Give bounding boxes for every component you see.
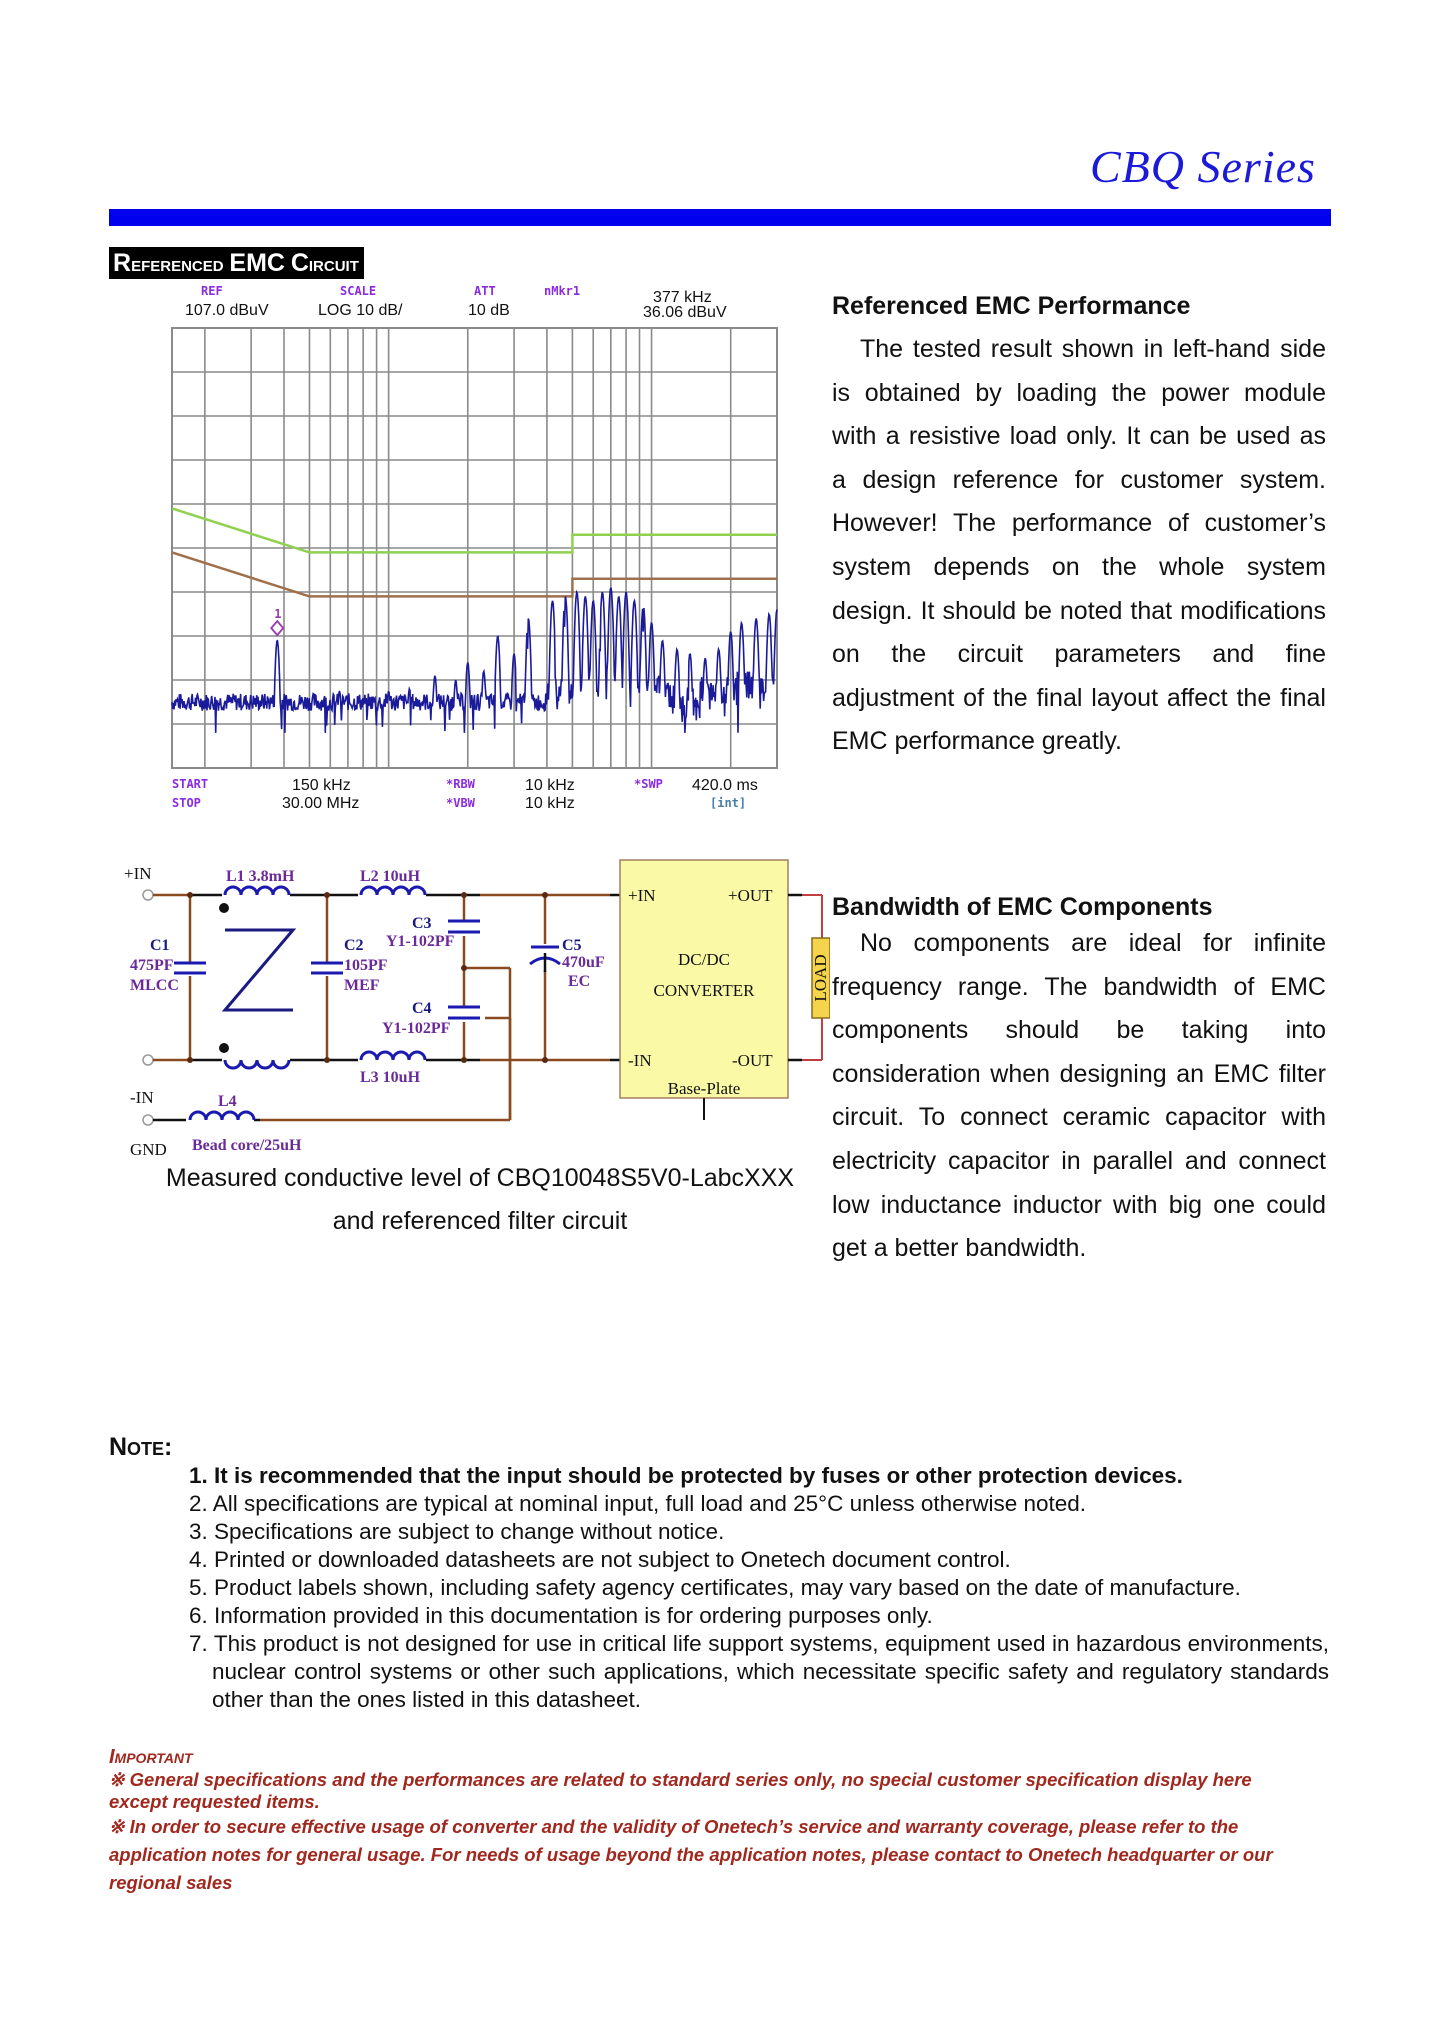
load-label: LOAD [811,954,830,1002]
figure-caption-line2: and referenced filter circuit [332,1207,628,1235]
C4-name: C4 [412,1000,432,1017]
note-item: 5. Product labels shown, including safety agency certificates, may vary based on the date of manufacture. [189,1575,1241,1600]
section-label-part: EMC [229,249,285,277]
important-notice [109,1745,1309,1897]
gnd-label: GND [130,1140,167,1159]
note-item: 6. Information provided in this documentation is for ordering purposes only. [189,1603,933,1628]
emc-filter-schematic [110,850,830,1170]
C3-name: C3 [412,915,432,932]
L1-label [226,868,295,885]
terminal-plus-in [143,890,153,900]
note-item: 7. This product is not designed for use in critical life support systems, equipment used in hazardous environments, nuclear control systems or other such applications, which necessitate specific safety and regulatory standards other than the ones listed in this datasheet. [189,1631,1329,1712]
scale-label: SCALE [340,284,377,298]
C4-value: Y1-102PF [382,1020,451,1037]
important-title: Important [109,1746,193,1768]
scale-value: LOG 10 dB/ [318,302,403,319]
L4-value: Bead core/25uH [192,1137,302,1154]
section-label-part: C [290,249,309,277]
bandwidth-title: Bandwidth of EMC Components [832,893,1213,921]
section-label-part: R [113,249,132,277]
C2-name: C2 [344,937,364,954]
performance-text: The tested result shown in left-hand side is obtained by loading the power module with a resistive load only. It can be used as a design reference for customer system. However! The performance of customer’s system depends on the whole system design. It should be noted that modifications on the circuit parameters and fine adjustment of the final layout affect the final EMC performance greatly. [832,335,1326,756]
swp-label: *SWP [634,777,663,791]
common-mode-choke-symbol [225,930,293,1010]
schematic-svg [110,850,830,1170]
L2-name: L2 [360,868,379,885]
converter-title-line2: CONVERTER [653,981,755,1000]
converter-plus-out: +OUT [728,886,773,905]
notes-title: Note: [109,1433,173,1461]
C1-type: MLCC [130,977,179,994]
L2-value: 10uH [382,868,421,885]
att-label: ATT [474,284,496,298]
stop-value: 30.00 MHz [282,795,360,810]
section-label-part: eferenced [131,253,230,276]
section-label-part: ircuit [308,253,359,276]
rbw-label: *RBW [446,777,475,791]
base-plate-label: Base-Plate [667,1079,741,1098]
note-item: 1. It is recommended that the input should be protected by fuses or other protection devices. [189,1463,1183,1488]
note-item: 3. Specifications are subject to change without notice. [189,1519,725,1544]
notes-list [189,1462,1329,1714]
vbw-label: *VBW [446,796,475,810]
note-item: 4. Printed or downloaded datasheets are not subject to Onetech document control. [189,1547,1011,1572]
start-value: 150 kHz [292,777,351,794]
C2-value: 105PF [344,957,388,974]
L3-name: L3 [360,1069,379,1086]
C5-type: EC [568,973,591,990]
vbw-value: 10 kHz [525,795,575,810]
marker-number: 1 [274,607,282,622]
converter-minus-in: -IN [628,1051,652,1070]
L2-label [360,868,421,885]
section-label [109,247,364,279]
header-divider-bar [109,209,1331,226]
L1-value: 3.8mH [248,868,295,885]
stop-label: STOP [172,796,201,810]
terminal-gnd [143,1115,153,1125]
C5-value: 470uF [562,954,605,971]
rbw-value: 10 kHz [525,777,575,794]
terminal-minus-in [143,1055,153,1065]
C5-name: C5 [562,937,582,954]
int-label: [int] [710,796,747,810]
series-title: CBQ Series [1090,141,1316,192]
plus-in-label: +IN [124,864,152,883]
L4-name: L4 [218,1093,237,1110]
C1-value: 475PF [130,957,174,974]
bandwidth-text: No components are ideal for infinite frequency range. The bandwidth of EMC components should be taking into consideration when designing an EMC filter circuit. To connect ceramic capacitor with electricity capacitor in parallel and connect low inductance inductor with big one could get a better bandwidth. [832,929,1326,1263]
performance-title: Referenced EMC Performance [832,292,1191,320]
spectrum-svg [150,280,800,810]
converter-minus-out: -OUT [732,1051,773,1070]
converter-title-line1: DC/DC [678,950,730,969]
ref-value: 107.0 dBuV [185,302,269,319]
important-item: ※ In order to secure effective usage of converter and the validity of Onetech’s service and warranty coverage, please refer to the application notes for general usage. For needs of usage beyond the application notes, please contact to Onetech headquarter or our regional sales [109,1816,1273,1893]
marker-freq: 377 kHz [653,289,712,306]
spectrum-analyzer-chart [150,280,800,810]
C3-value: Y1-102PF [386,933,455,950]
marker-level: 36.06 dBuV [643,304,727,321]
minus-in-label: -IN [130,1088,154,1107]
marker-label: nMkr1 [544,284,581,298]
important-item: ※ General specifications and the performances are related to standard series only, no special customer specification display here except requested items. [109,1769,1252,1812]
figure-caption-line1: Measured conductive level of CBQ10048S5V0-LabcXXX [165,1164,795,1192]
att-value: 10 dB [468,302,510,319]
L3-label [360,1069,421,1086]
C1-name: C1 [150,937,170,954]
C2-type: MEF [344,977,380,994]
swp-value: 420.0 ms [692,777,758,794]
converter-plus-in: +IN [628,886,656,905]
start-label: START [172,777,209,791]
note-item: 2. All specifications are typical at nominal input, full load and 25°C unless otherwise noted. [189,1491,1087,1516]
L1-name: L1 [226,868,245,885]
L3-value: 10uH [382,1069,421,1086]
ref-label: REF [201,284,223,298]
